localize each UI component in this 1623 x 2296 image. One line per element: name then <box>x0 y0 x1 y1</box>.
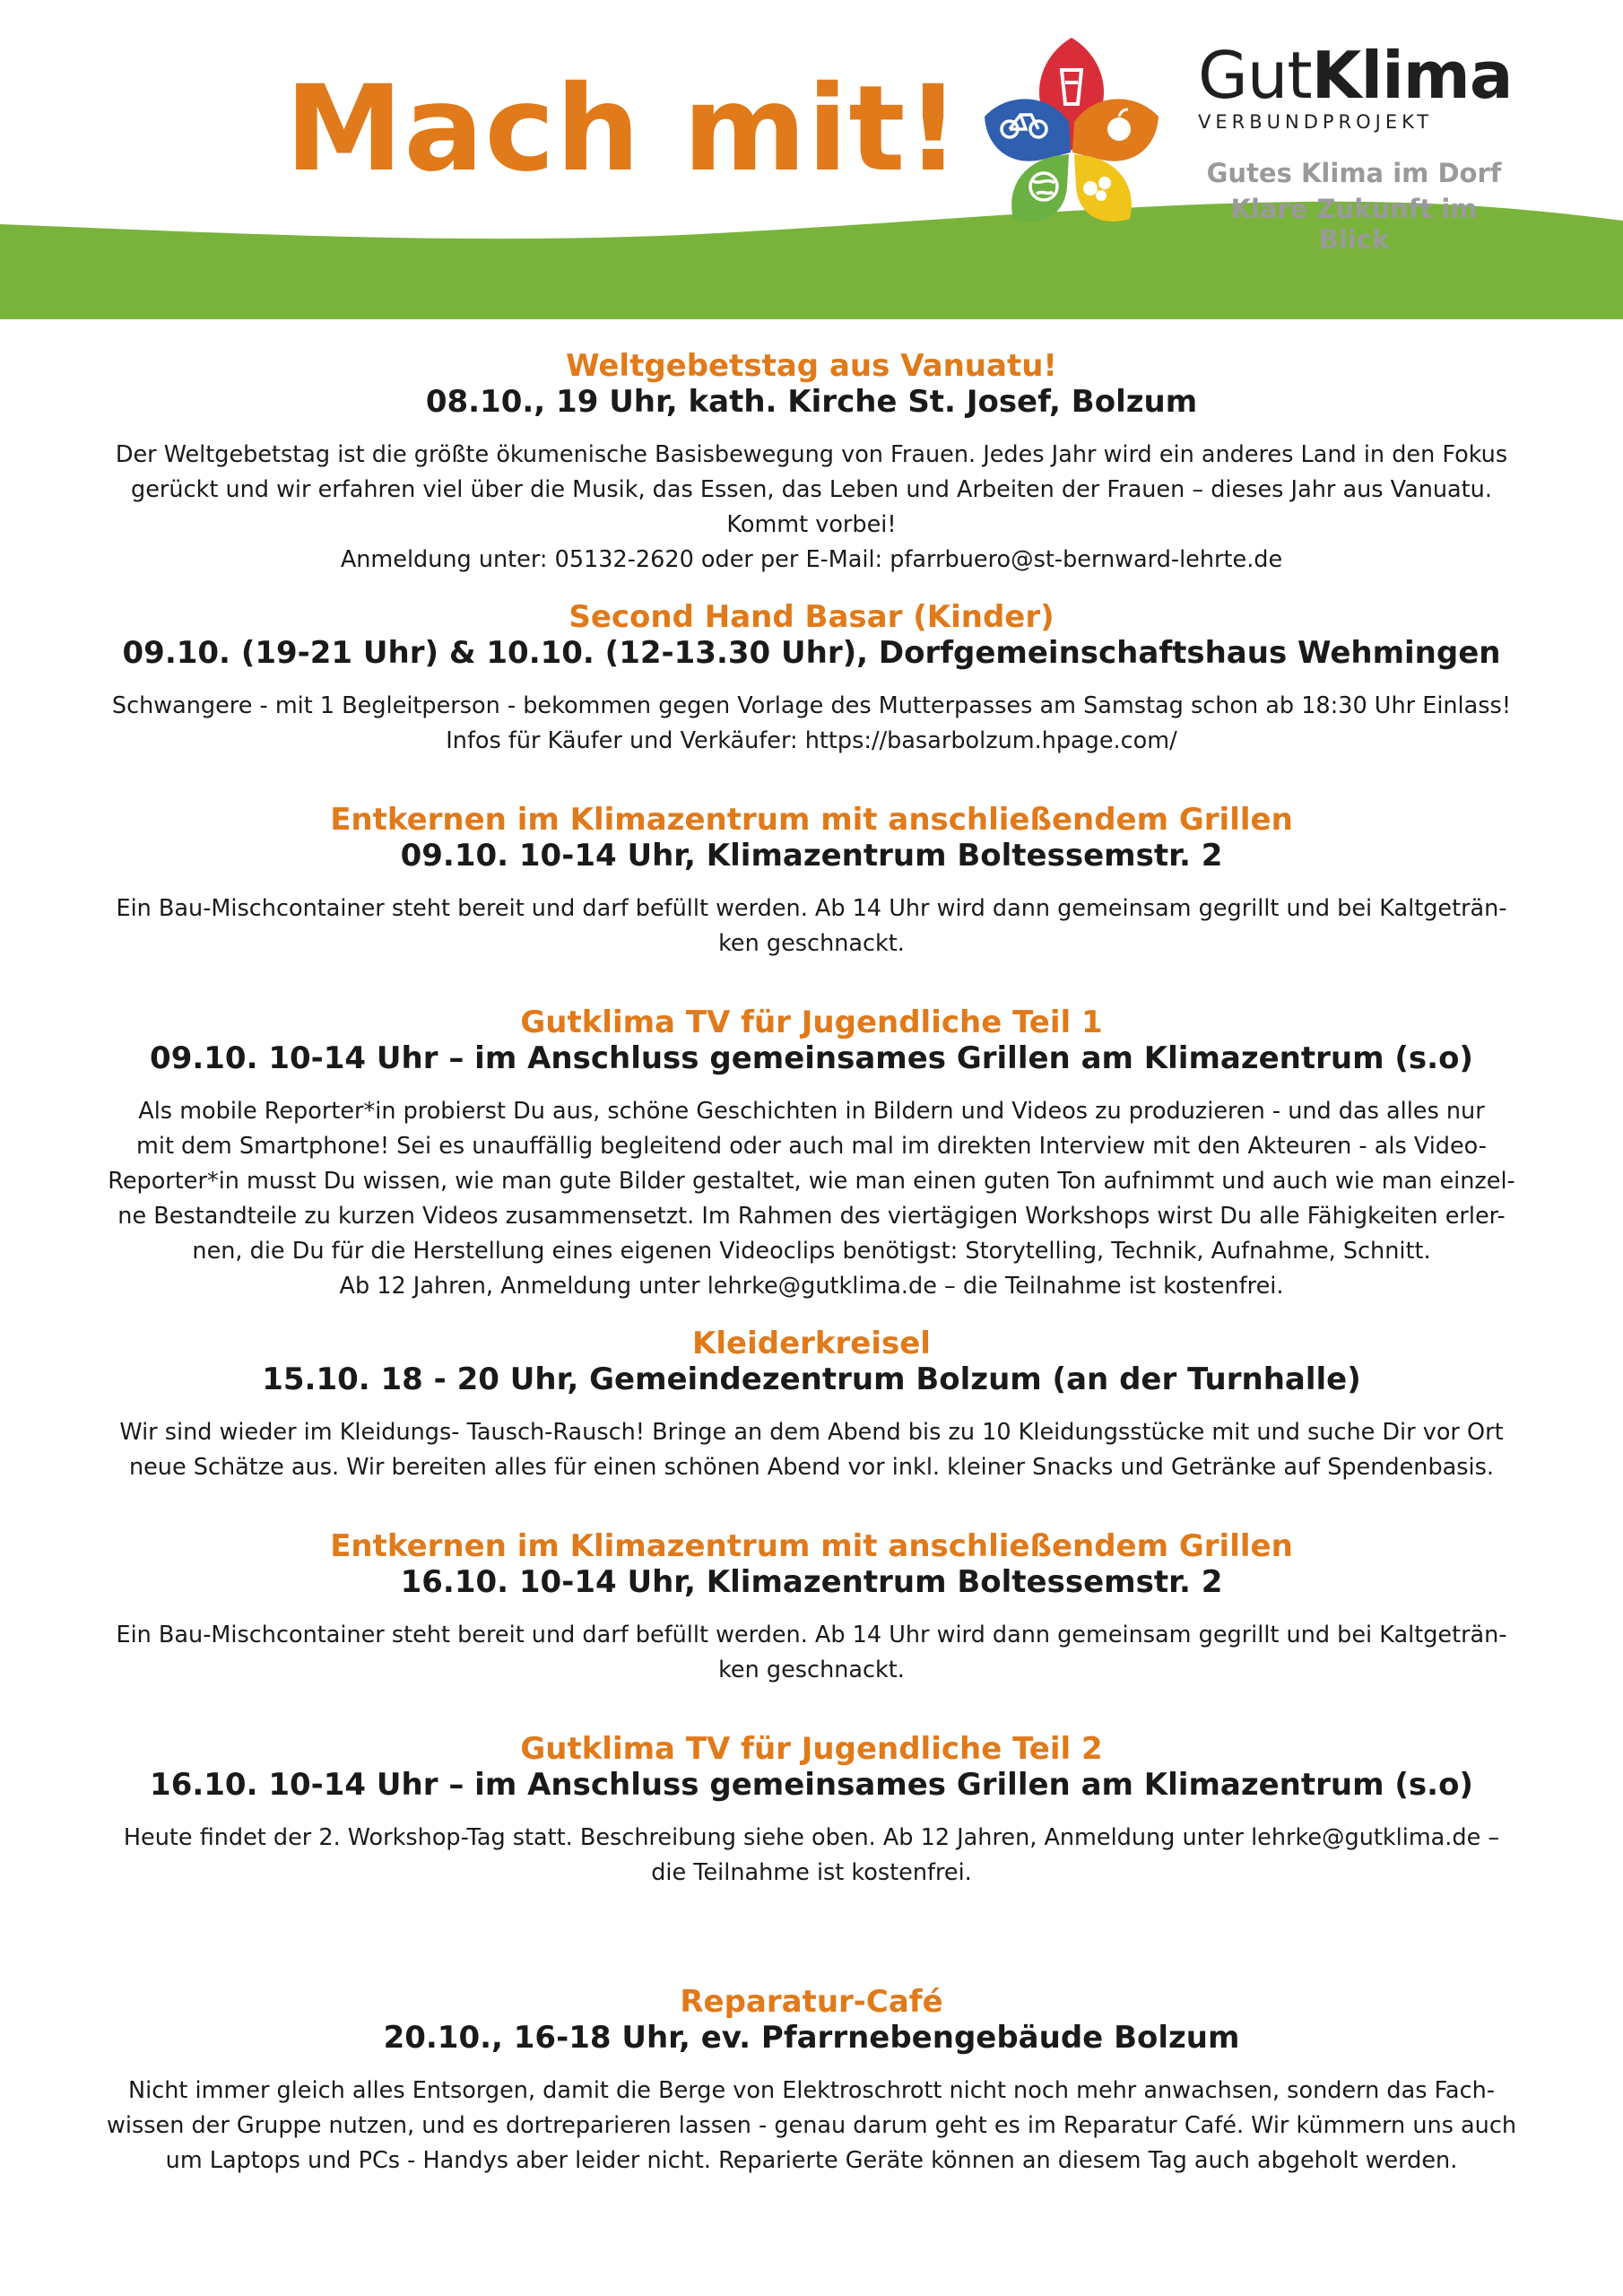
event-gutklima-tv-2 <box>54 1731 1569 1891</box>
event-date-location: 08.10., 19 Uhr, kath. Kirche St. Josef, Bolzum <box>425 384 1198 420</box>
event-description <box>54 2074 1569 2179</box>
event-description-line: neue Schätze aus. Wir bereiten alles für einen schönen Abend vor inkl. kleiner Snacks und Getränke auf Spendenbasis. <box>128 1454 1495 1481</box>
event-gutklima-tv-1 <box>54 1004 1569 1304</box>
event-description-line: Kommt vorbei! <box>726 511 897 538</box>
event-date-location: 16.10. 10-14 Uhr – im Anschluss gemeinsames Grillen am Klimazentrum (s.o) <box>150 1767 1473 1803</box>
event-description <box>54 1094 1569 1304</box>
event-title: Gutklima TV für Jugendliche Teil 2 <box>520 1731 1103 1767</box>
event-date-location: 09.10. 10-14 Uhr – im Anschluss gemeinsames Grillen am Klimazentrum (s.o) <box>150 1040 1473 1076</box>
event-list <box>54 348 1569 2200</box>
event-description-line: ken geschnackt. <box>718 1657 905 1683</box>
brand-name-light: Gut <box>1198 38 1312 113</box>
brand-name <box>1198 38 1513 113</box>
event-description-line: Schwangere - mit 1 Begleitperson - bekommen gegen Vorlage des Mutterpasses am Samstag schon ab 18:30 Uhr Einlass! <box>111 692 1512 719</box>
event-description <box>54 689 1569 759</box>
event-description-line: nen, die Du für die Herstellung eines eigenen Videoclips benötigst: Storytelling, Technik, Aufnahme, Schnitt. <box>192 1238 1431 1265</box>
event-description-line: Nicht immer gleich alles Entsorgen, damit die Berge von Elektroschrott nicht noch mehr anwachsen, sondern das Fach- <box>128 2077 1495 2104</box>
event-date-location: 09.10. (19-21 Uhr) & 10.10. (12-13.30 Uhr), Dorfgemeinschaftshaus Wehmingen <box>122 635 1501 671</box>
headline: Mach mit! <box>285 60 961 198</box>
event-description <box>54 1415 1569 1485</box>
event-description-line: Ein Bau-Mischcontainer steht bereit und darf befüllt werden. Ab 14 Uhr wird dann gemeinsam gegrillt und bei Kaltgeträn- <box>116 895 1507 922</box>
event-description-line: mit dem Smartphone! Sei es unauffällig begleitend oder auch mal im direkten Interview mit den Akteuren - als Video- <box>136 1133 1487 1160</box>
event-title: Second Hand Basar (Kinder) <box>568 599 1055 635</box>
event-description-line: Als mobile Reporter*in probierst Du aus, schöne Geschichten in Bildern und Videos zu produzieren - und das alles nur <box>138 1098 1485 1125</box>
gutklima-flower-logo <box>979 29 1164 228</box>
event-title: Kleiderkreisel <box>692 1326 931 1361</box>
event-description-line: wissen der Gruppe nutzen, und es dortreparieren lassen - genau darum geht es im Reparatur Café. Wir kümmern uns auch <box>107 2112 1516 2139</box>
event-description-line: Ab 12 Jahren, Anmeldung unter lehrke@gutklima.de – die Teilnahme ist kostenfrei. <box>339 1273 1284 1300</box>
event-description-line: Infos für Käufer und Verkäufer: https://basarbolzum.hpage.com/ <box>446 727 1177 754</box>
event-weltgebetstag <box>54 348 1569 578</box>
event-description-line: Reporter*in musst Du wissen, wie man gute Bilder gestaltet, wie man einen guten Ton aufnimmt und auch wie man einzel- <box>108 1168 1515 1195</box>
event-description-line: Heute findet der 2. Workshop-Tag statt. Beschreibung siehe oben. Ab 12 Jahren, Anmeldung unter lehrke@gutklima.de – <box>123 1824 1500 1851</box>
event-description <box>54 891 1569 961</box>
event-title: Weltgebetstag aus Vanuatu! <box>566 348 1057 384</box>
brand-wordmark <box>1198 38 1513 133</box>
brand-subtitle: VERBUNDPROJEKT <box>1198 111 1434 133</box>
event-date-location: 16.10. 10-14 Uhr, Klimazentrum Boltessemstr. 2 <box>400 1564 1223 1600</box>
event-title: Gutklima TV für Jugendliche Teil 1 <box>520 1004 1103 1040</box>
event-description-line: Wir sind wieder im Kleidungs- Tausch-Rausch! Bringe an dem Abend bis zu 10 Kleidungsstücke mit und suche Dir vor Ort <box>119 1419 1504 1446</box>
event-date-location: 15.10. 18 - 20 Uhr, Gemeindezentrum Bolzum (an der Turnhalle) <box>262 1361 1361 1397</box>
event-kleiderkreisel <box>54 1326 1569 1485</box>
header <box>0 0 1623 323</box>
event-description-line: die Teilnahme ist kostenfrei. <box>651 1859 972 1886</box>
event-description <box>54 1618 1569 1688</box>
event-description-line: ne Bestandteile zu kurzen Videos zusammensetzt. Im Rahmen des viertägigen Workshops wirst Du alle Fähigkeiten erler- <box>117 1203 1506 1230</box>
event-description-line: ken geschnackt. <box>718 930 905 957</box>
event-description-line: Anmeldung unter: 05132-2620 oder per E-Mail: pfarrbuero@st-bernward-lehrte.de <box>340 546 1283 573</box>
event-date-location: 20.10., 16-18 Uhr, ev. Pfarrnebengebäude Bolzum <box>383 2020 1240 2056</box>
event-description <box>54 438 1569 578</box>
event-description-line: Ein Bau-Mischcontainer steht bereit und darf befüllt werden. Ab 14 Uhr wird dann gemeinsam gegrillt und bei Kaltgeträn- <box>116 1622 1507 1648</box>
event-description-line: gerückt und wir erfahren viel über die Musik, das Essen, das Leben und Arbeiten der Frauen – dieses Jahr aus Vanuatu. <box>131 476 1492 503</box>
event-title: Reparatur-Café <box>680 1984 943 2020</box>
event-reparatur-cafe <box>54 1984 1569 2179</box>
event-title: Entkernen im Klimazentrum mit anschließendem Grillen <box>330 802 1293 838</box>
brand-tagline-2: Klare Zukunft im Blick <box>1230 194 1478 255</box>
event-title: Entkernen im Klimazentrum mit anschließendem Grillen <box>330 1528 1293 1564</box>
event-date-location: 09.10. 10-14 Uhr, Klimazentrum Boltessemstr. 2 <box>400 838 1223 874</box>
event-description-line: um Laptops und PCs - Handys aber leider nicht. Reparierte Geräte können an diesem Tag auch abgeholt werden. <box>165 2147 1458 2174</box>
event-entkernen-1 <box>54 802 1569 961</box>
event-second-hand-basar <box>54 599 1569 759</box>
brand-name-bold: Klima <box>1311 38 1513 113</box>
event-description <box>54 1821 1569 1891</box>
event-entkernen-2 <box>54 1528 1569 1688</box>
brand-tagline-1: Gutes Klima im Dorf <box>1206 158 1502 188</box>
event-description-line: Der Weltgebetstag ist die größte ökumenische Basisbewegung von Frauen. Jedes Jahr wird ein anderes Land in den Fokus <box>115 441 1508 468</box>
